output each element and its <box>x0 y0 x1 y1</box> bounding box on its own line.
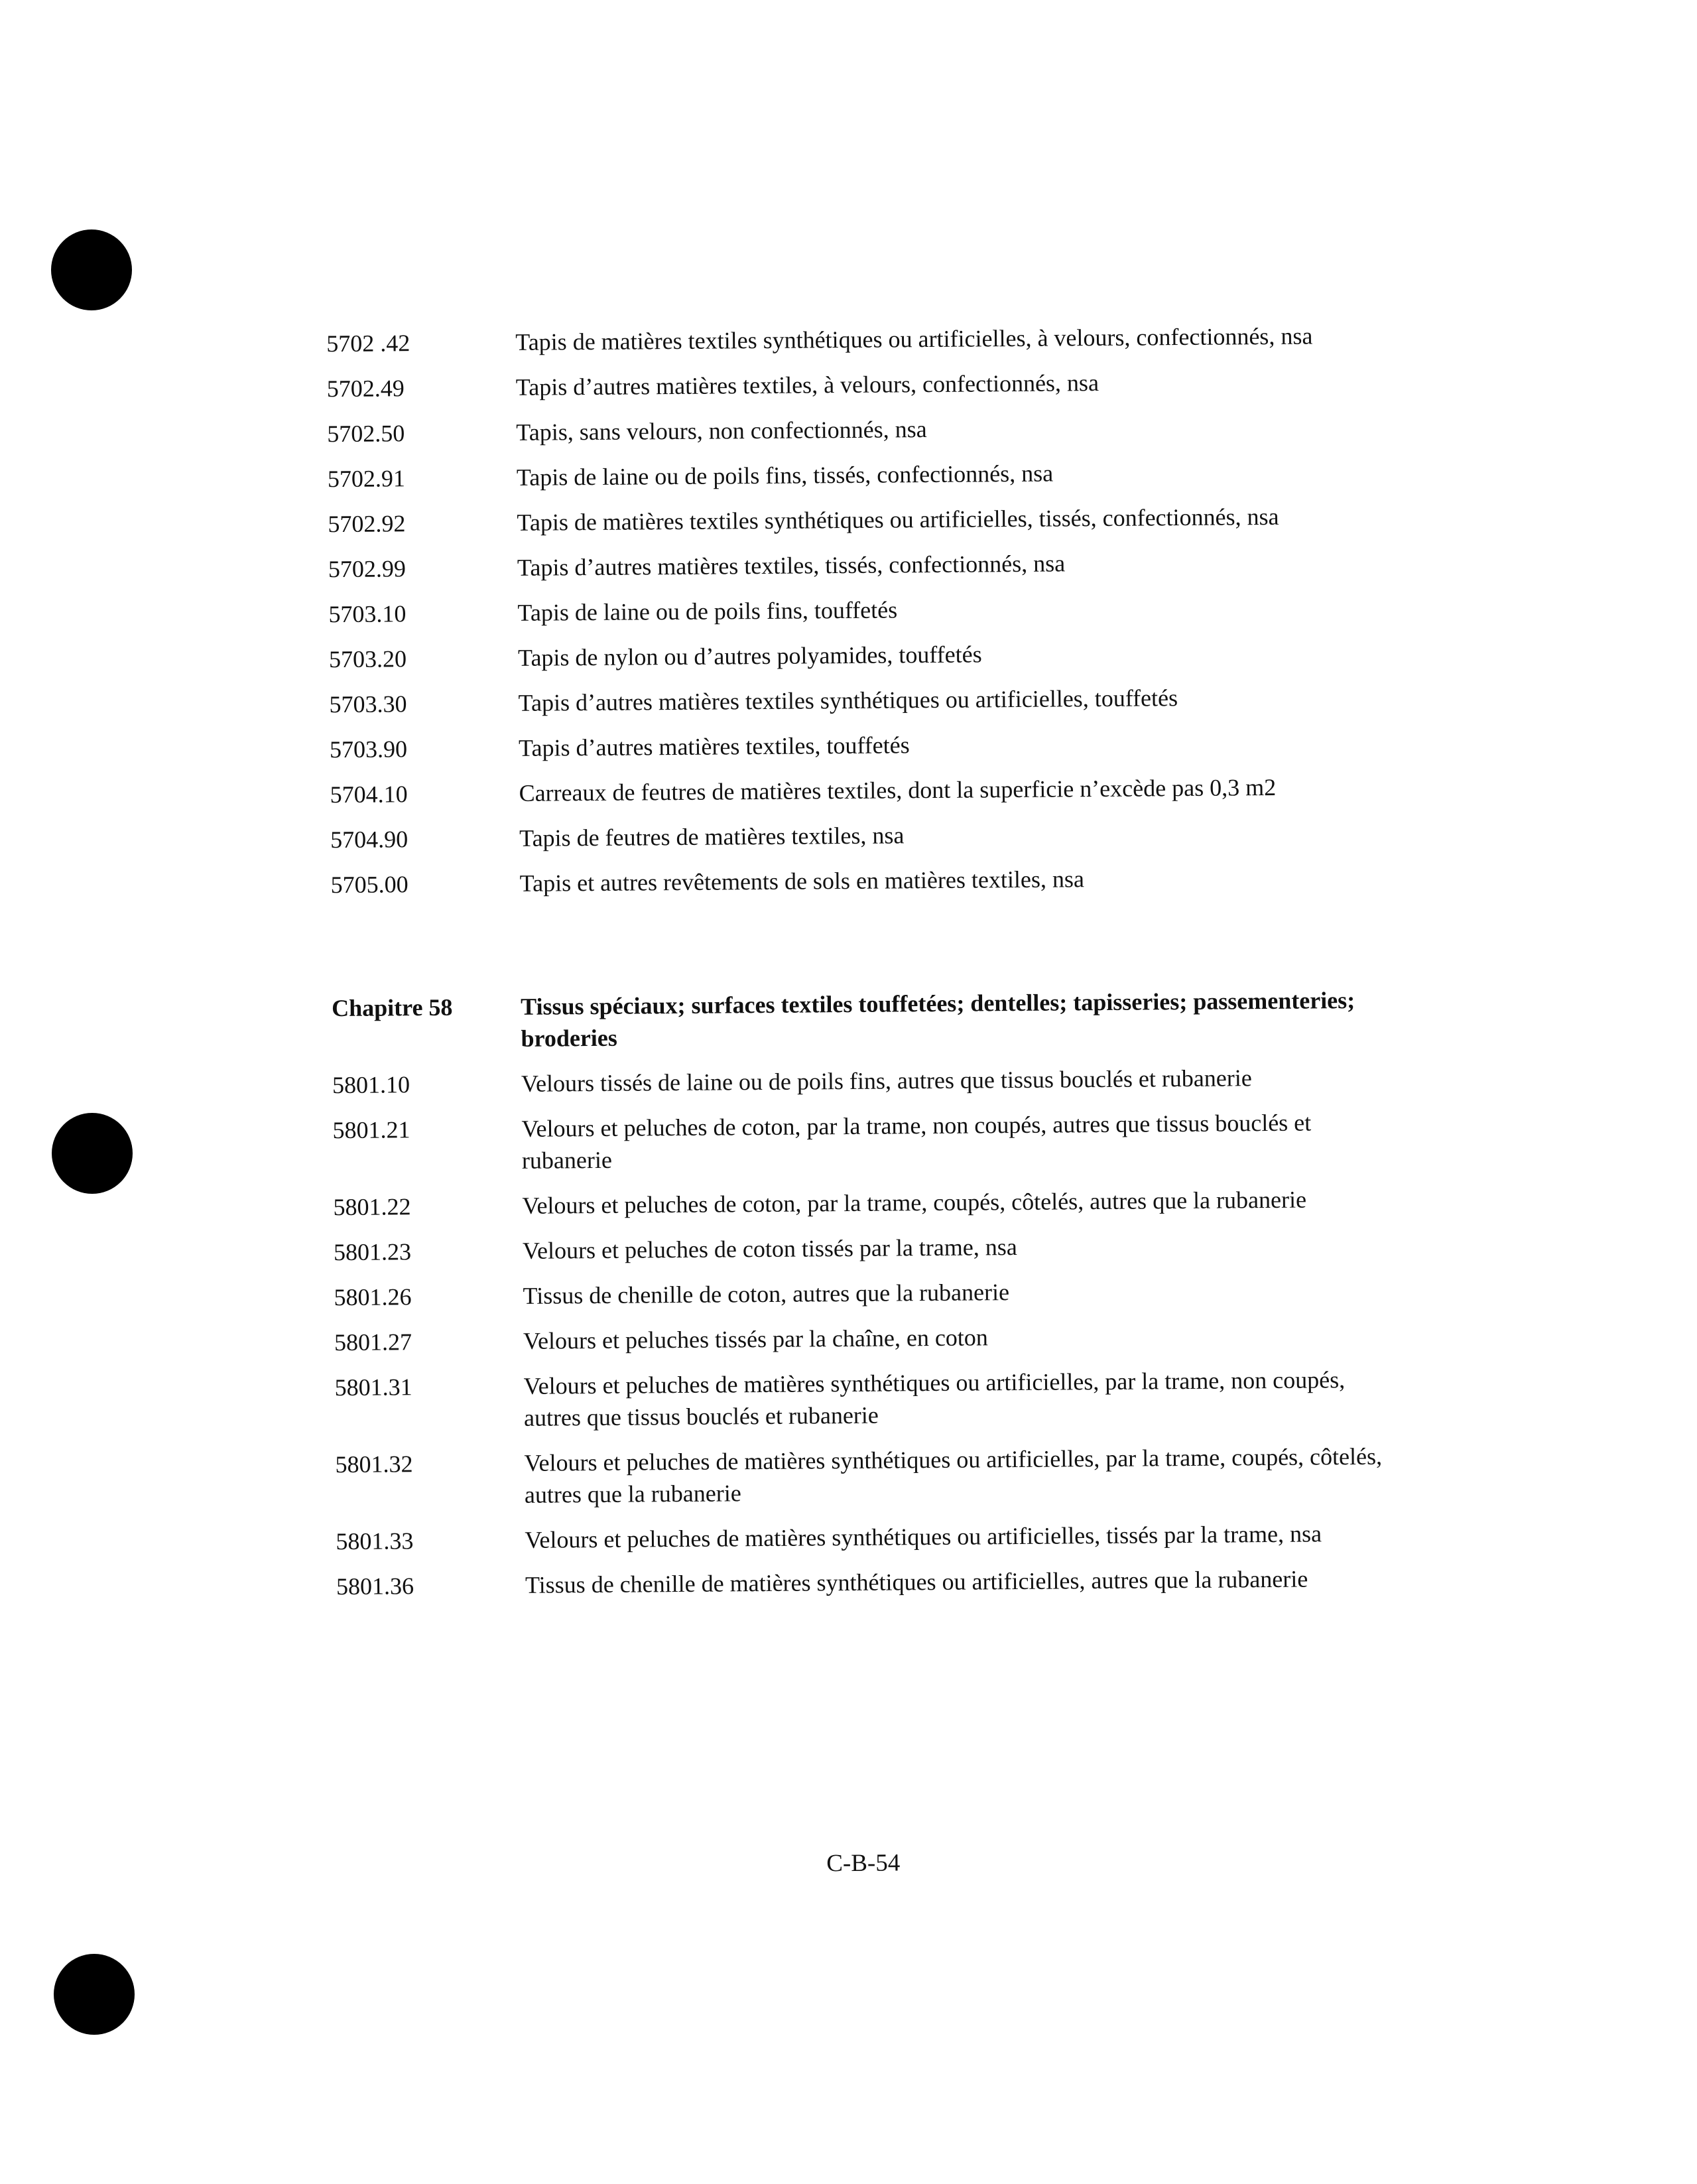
tariff-description: Tapis de matières textiles synthétiques ou artificielles, tissés, confectionnés, nsa <box>517 503 1279 536</box>
tariff-row <box>330 726 1391 766</box>
tariff-code: 5801.22 <box>333 1193 411 1221</box>
tariff-code: 5702.49 <box>326 375 405 403</box>
tariff-code: 5801.31 <box>334 1374 412 1401</box>
tariff-row <box>330 816 1391 856</box>
tariff-code: 5801.32 <box>335 1450 413 1478</box>
tariff-row <box>332 1061 1393 1102</box>
tariff-code: 5702 .42 <box>326 330 410 357</box>
tariff-row <box>330 771 1391 811</box>
tariff-code: 5703.90 <box>329 736 408 763</box>
tariff-row <box>334 1273 1395 1314</box>
tariff-description: Velours et peluches de coton tissés par la trame, nsa <box>522 1234 1017 1264</box>
tariff-list-chapter-58 <box>332 984 1397 1616</box>
tariff-row <box>328 545 1389 586</box>
tariff-code: 5704.90 <box>330 826 409 854</box>
tariff-code: 5702.50 <box>327 420 405 448</box>
tariff-row <box>326 320 1387 360</box>
chapter-heading <box>332 984 1393 1057</box>
tariff-description: Tapis de laine ou de poils fins, touffetés <box>517 596 898 626</box>
tariff-description: Velours et peluches de coton, par la trame, coupés, côtelés, autres que la rubanerie <box>522 1186 1307 1219</box>
tariff-row <box>328 455 1389 495</box>
tariff-code: 5801.36 <box>336 1573 414 1600</box>
tariff-description: Tissus de chenille de matières synthétiques ou artificielles, autres que la rubanerie <box>525 1565 1308 1598</box>
tariff-code: 5703.20 <box>328 645 407 673</box>
tariff-row <box>333 1183 1394 1224</box>
tariff-description: Velours et peluches de matières synthétiques ou artificielles, par la trame, coupés, côtelés, autres que la rubanerie <box>524 1443 1383 1508</box>
tariff-row <box>335 1441 1397 1513</box>
tariff-row <box>334 1364 1396 1436</box>
tariff-list-chapter-57 <box>326 320 1392 915</box>
tariff-code: 5705.00 <box>330 871 409 899</box>
tariff-description: Tissus de chenille de coton, autres que la rubanerie <box>523 1279 1010 1309</box>
tariff-code: 5801.33 <box>336 1527 414 1555</box>
chapter-label: Chapitre 58 <box>331 994 453 1022</box>
tariff-description: Velours et peluches tissés par la chaîne, en coton <box>523 1324 989 1354</box>
tariff-description: Tapis de nylon ou d’autres polyamides, touffetés <box>517 641 982 671</box>
chapter-title: Tissus spéciaux; surfaces textiles touffetées; dentelles; tapisseries; passementeries; broderies <box>520 987 1355 1052</box>
tariff-description: Carreaux de feutres de matières textiles, dont la superficie n’excède pas 0,3 m2 <box>519 773 1277 806</box>
tariff-description: Tapis de laine ou de poils fins, tissés, confectionnés, nsa <box>516 460 1054 491</box>
tariff-row <box>328 500 1389 541</box>
tariff-row <box>336 1517 1397 1558</box>
tariff-code: 5703.30 <box>329 690 407 718</box>
tariff-row <box>336 1563 1397 1603</box>
tariff-row <box>328 590 1389 631</box>
tariff-description: Velours et peluches de matières synthétiques ou artificielles, par la trame, non coupés, autres que tissus bouclés et rubanerie <box>523 1366 1346 1431</box>
tariff-row <box>327 410 1388 450</box>
tariff-code: 5702.91 <box>327 465 406 493</box>
tariff-description: Tapis de feutres de matières textiles, nsa <box>519 822 905 852</box>
tariff-code: 5703.10 <box>328 600 407 628</box>
tariff-code: 5704.10 <box>330 781 408 808</box>
tariff-code: 5801.27 <box>334 1328 412 1356</box>
tariff-description: Tapis d’autres matières textiles, à velours, confectionnés, nsa <box>515 369 1100 401</box>
tariff-description: Velours tissés de laine ou de poils fins, autres que tissus bouclés et rubanerie <box>521 1064 1252 1097</box>
tariff-row <box>330 861 1391 901</box>
tariff-row <box>332 1106 1394 1179</box>
tariff-description: Velours et peluches de matières synthétiques ou artificielles, tissés par la trame, nsa <box>525 1520 1322 1553</box>
tariff-row <box>327 365 1388 405</box>
tariff-code: 5801.26 <box>334 1283 412 1311</box>
tariff-row <box>334 1228 1395 1269</box>
page-number: C-B-54 <box>826 1849 901 1878</box>
tariff-code: 5702.99 <box>328 555 407 583</box>
tariff-code: 5702.92 <box>328 510 406 538</box>
tariff-description: Tapis d’autres matières textiles synthétiques ou artificielles, touffetés <box>518 684 1178 716</box>
tariff-description: Tapis d’autres matières textiles, tissés, confectionnés, nsa <box>517 550 1066 581</box>
tariff-description: Velours et peluches de coton, par la trame, non coupés, autres que tissus bouclés et rubanerie <box>521 1109 1312 1174</box>
tariff-code: 5801.10 <box>332 1071 410 1099</box>
tariff-description: Tapis de matières textiles synthétiques ou artificielles, à velours, confectionnés, nsa <box>515 322 1313 355</box>
tariff-row <box>329 680 1390 721</box>
tariff-code: 5801.21 <box>332 1116 410 1144</box>
tariff-row <box>334 1318 1395 1359</box>
tariff-code: 5801.23 <box>333 1238 412 1266</box>
tariff-description: Tapis et autres revêtements de sols en matières textiles, nsa <box>519 866 1084 897</box>
tariff-row <box>329 635 1390 676</box>
tariff-description: Tapis, sans velours, non confectionnés, nsa <box>516 416 927 446</box>
tariff-description: Tapis d’autres matières textiles, touffetés <box>518 732 910 761</box>
